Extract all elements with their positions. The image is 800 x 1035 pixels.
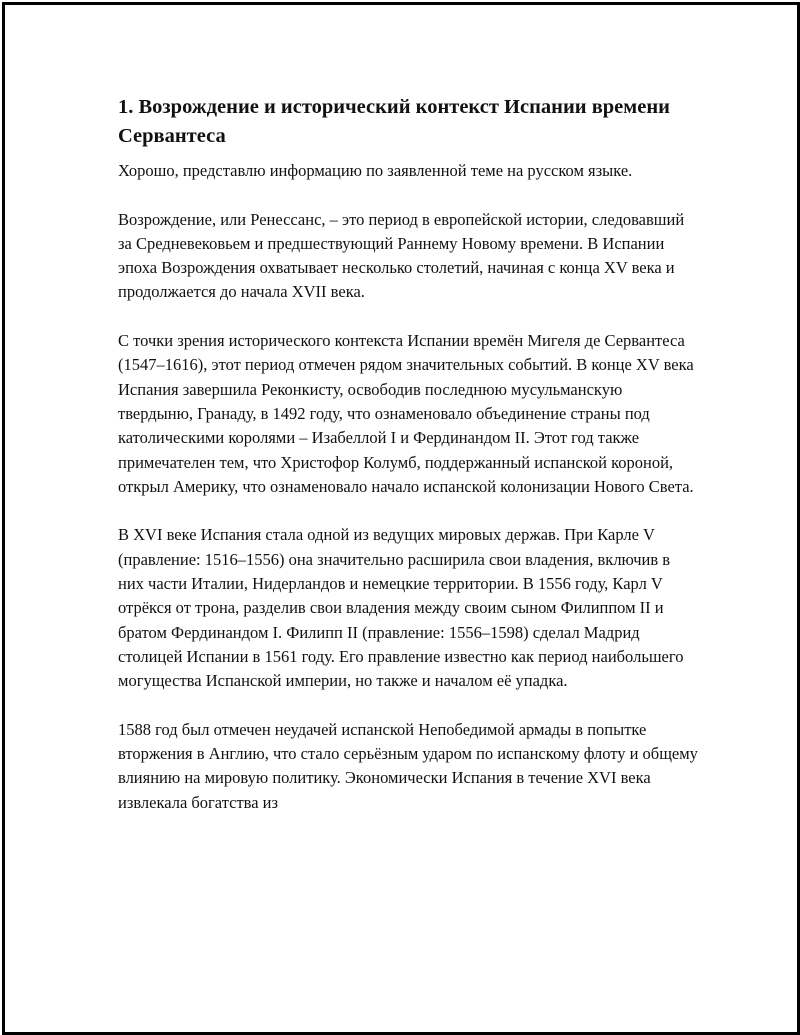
paragraph-renaissance-definition: Возрождение, или Ренессанс, – это период в европейской истории, следовавший за Средневековьем и предшествующий Раннему Новому времени. В Испании эпоха Возрождения охватывает несколько столетий, начиная с конца XV века и продолжается до начала XVII века. xyxy=(118,209,685,302)
document-body xyxy=(118,93,698,839)
paragraph-xvi-century: В XVI веке Испания стала одной из ведущих мировых держав. При Карле V (правление: 1516–1556) она значительно расширила свои владения, включив в них части Италии, Нидерландов и немецкие территории. В 1556 году, Карл V отрёкся от трона, разделив свои владения между своим сыном Филиппом II и братом Фердинандом I. Филипп II (правление: 1556–1598) сделал Мадрид столицей Испании в 1561 году. Его правление известно как период наибольшего могущества Испанской империи, но также и началом её упадка. xyxy=(118,525,684,691)
paragraph-intro: Хорошо, представлю информацию по заявленной теме на русском языке. xyxy=(118,161,633,180)
section-heading: 1. Возрождение и исторический контекст Испании времени Сервантеса xyxy=(118,96,670,147)
paragraph-historical-context: С точки зрения исторического контекста Испании времён Мигеля де Сервантеса (1547–1616), этот период отмечен рядом значительных событий. В конце XV века Испания завершила Реконкисту, освободив последнюю мусульманскую твердыню, Гранаду, в 1492 году, что ознаменовало объединение страны под католическими королями – Изабеллой I и Фердинандом II. Этот год также примечателен тем, что Христофор Колумб, поддержанный испанской короной, открыл Америку, что ознаменовало начало испанской колонизации Нового Света. xyxy=(118,331,694,496)
paragraph-armada: 1588 год был отмечен неудачей испанской Непобедимой армады в попытке вторжения в Англию, что стало серьёзным ударом по испанскому флоту и общему влиянию на мировую политику. Экономически Испания в течение XVI века извлекала богатства из xyxy=(118,719,698,812)
